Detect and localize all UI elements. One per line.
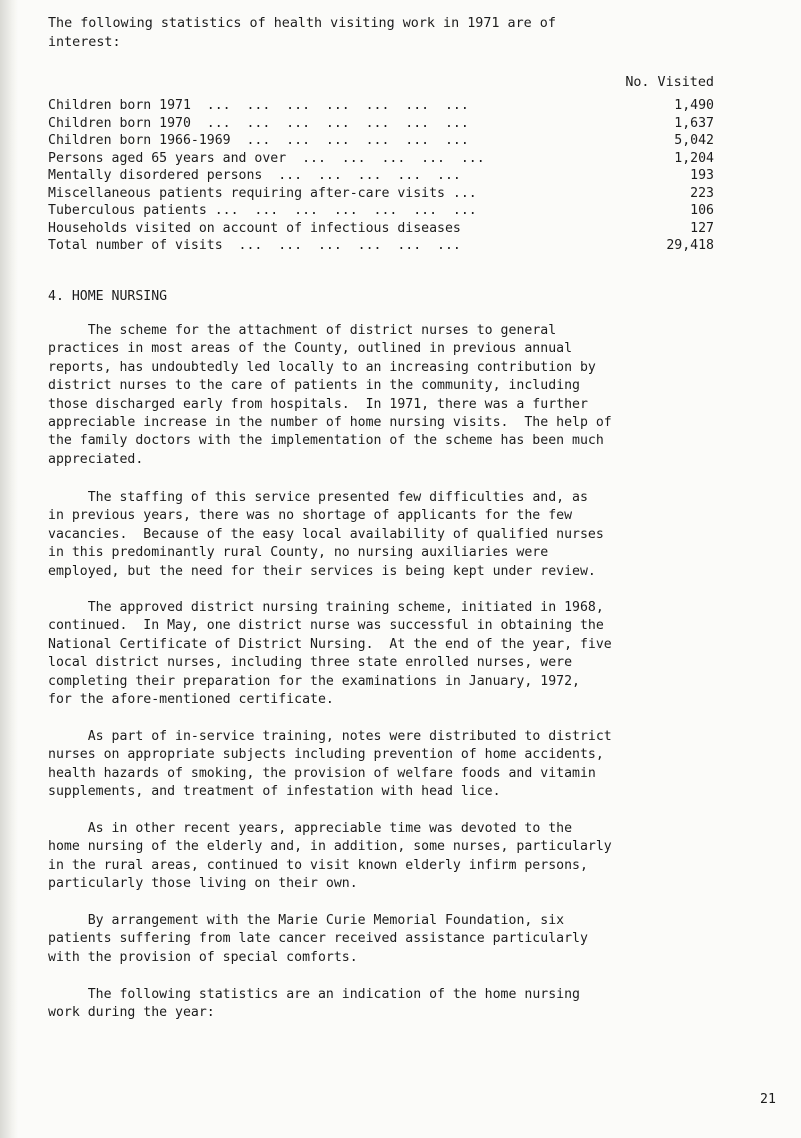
row-label: Miscellaneous patients requiring after-care visits ...: [48, 185, 477, 201]
paragraph-in-service-training: As part of in-service training, notes were distributed to district nurses on appropriate subjects including prevention of home accidents, health hazards of smoking, the provision of welfare foods and vitamin supplements, and treatment of infestation with head lice.: [48, 729, 612, 800]
table-row: [48, 185, 714, 203]
row-label: Mentally disordered persons ... ... ... ... ...: [48, 168, 461, 183]
row-label: Tuberculous patients ... ... ... ... ... ... ...: [48, 203, 477, 218]
row-value: 1,637: [674, 115, 714, 131]
row-value: 223: [690, 185, 714, 201]
section-heading-home-nursing: 4. HOME NURSING: [48, 289, 168, 304]
table-row: [48, 167, 714, 185]
row-label: Persons aged 65 years and over ... ... ... ... ...: [48, 150, 485, 166]
row-value: 1,204: [674, 150, 714, 166]
table-row: [48, 237, 714, 255]
row-label: Children born 1971 ... ... ... ... ... ... ...: [48, 98, 469, 113]
row-value: 106: [690, 203, 714, 218]
health-visiting-stats-table: [48, 97, 714, 255]
row-label: Children born 1966-1969 ... ... ... ... ... ...: [48, 133, 469, 148]
row-value: 5,042: [674, 133, 714, 148]
paragraph-attachment-scheme: The scheme for the attachment of district nurses to general practices in most areas of the County, outlined in previous annual reports, has undoubtedly led locally to an increasing contribution by district nurses to the care of patients in the community, including those discharged early from hospitals. In 1971, there was a further appreciable increase in the number of home nursing visits. The help of the family doctors with the implementation of the scheme has been much appreciated.: [48, 323, 612, 467]
row-value: 193: [690, 168, 714, 183]
table-row: [48, 220, 714, 238]
row-value: 1,490: [674, 98, 714, 113]
column-header-no-visited: No. Visited: [625, 75, 714, 90]
paragraph-training-scheme: The approved district nursing training scheme, initiated in 1968, continued. In May, one district nurse was successful in obtaining the National Certificate of District Nursing. At the end of the year, five local district nurses, including three state enrolled nurses, were completing their preparation for the examinations in January, 1972, for the afore-mentioned certificate.: [48, 600, 612, 708]
row-label: Total number of visits ... ... ... ... ... ...: [48, 238, 461, 253]
row-value: 127: [690, 220, 714, 236]
row-value: 29,418: [666, 238, 714, 253]
table-row: [48, 150, 714, 168]
row-label: Households visited on account of infectious diseases: [48, 220, 461, 236]
scan-edge-shadow: [0, 0, 18, 1138]
table-row: [48, 115, 714, 133]
paragraph-staffing: The staffing of this service presented few difficulties and, as in previous years, there was no shortage of applicants for the few vacancies. Because of the easy local availability of qualified nurses in this predominantly rural County, no nursing auxiliaries were employed, but the need for their services is being kept under review.: [48, 490, 604, 579]
paragraph-following-statistics: The following statistics are an indication of the home nursing work during the year:: [48, 987, 580, 1021]
row-label: Children born 1970 ... ... ... ... ... ... ...: [48, 115, 469, 131]
table-row: [48, 202, 714, 220]
paragraph-marie-curie: By arrangement with the Marie Curie Memorial Foundation, six patients suffering from late cancer received assistance particularly with the provision of special comforts.: [48, 913, 588, 965]
table-row: [48, 132, 714, 150]
table-row: [48, 97, 714, 115]
paragraph-elderly-nursing: As in other recent years, appreciable time was devoted to the home nursing of the elderly and, in addition, some nurses, particularly in the rural areas, continued to visit known elderly infirm persons, particularly those living on their own.: [48, 821, 612, 892]
page-number: 21: [760, 1092, 776, 1107]
intro-text: The following statistics of health visiting work in 1971 are of interest:: [48, 16, 556, 50]
